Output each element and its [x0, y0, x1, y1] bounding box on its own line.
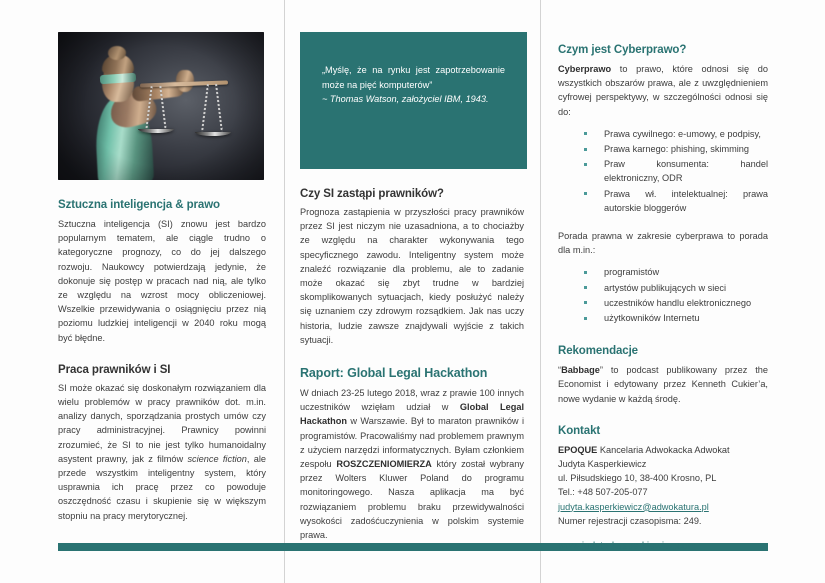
- cyberlaw-areas-list: [558, 127, 768, 215]
- heading-what-is-cyberlaw: Czym jest Cyberprawo?: [558, 44, 687, 56]
- paragraph-lawyers-work-and-ai: [58, 381, 266, 523]
- report-part-2: w Warszawie. Był to maraton prawników i programistów. Pracowaliśmy nad problemem prawnym z użyciem narzędzi informatycznych. Byłam członkiem zespołu: [300, 416, 524, 470]
- pull-quote-box: [300, 32, 527, 169]
- list-item: Praw konsumenta: handel elektroniczny, ODR: [584, 157, 768, 185]
- rec-quote-open: “: [558, 365, 562, 376]
- pull-quote-text: „Myślę, że na rynku jest zapotrzebowanie może na pięć komputerów”: [322, 65, 505, 90]
- cyberlaw-intro-rest: to prawo, które odnosi się do wszystkich obszarów prawa, ale z uwzględnieniem cyfrowej perspektywy, w szczególności odnosi się do:: [558, 64, 768, 117]
- contact-person: Judyta Kasperkiewicz: [558, 459, 647, 470]
- report-bold-hackathon: Global Legal Hackathon: [300, 402, 524, 427]
- list-item: programistów: [584, 265, 768, 279]
- column-middle: [284, 0, 540, 583]
- list-item: Prawa cywilnego: e-umowy, e podpisy,: [584, 127, 768, 141]
- cyberlaw-audience-list: [558, 265, 768, 325]
- column-right: [540, 0, 825, 583]
- heading-ai-and-law: Sztuczna inteligencja & prawo: [58, 199, 220, 211]
- cyberlaw-bold-term: Cyberprawo: [558, 64, 612, 74]
- paragraph-italic-science-fiction: science fiction: [187, 453, 247, 464]
- heading-report-global-legal-hackathon: Raport: Global Legal Hackathon: [300, 366, 488, 381]
- contact-website-link[interactable]: www.judyta-kasperkiewicz.com: [558, 541, 696, 553]
- contact-registration-number: Numer rejestracji czasopisma: 249.: [558, 515, 702, 526]
- lady-justice-photo: [58, 32, 264, 180]
- rec-rest: ” to podcast publikowany przez the Economist i edytowany przez Kenneth Cukier’a, nowe wydanie w każdą środę.: [558, 365, 768, 404]
- contact-company-bold: EPOQUE: [558, 444, 598, 455]
- column-left: [0, 0, 284, 583]
- paragraph-advice-intro: Porada prawna w zakresie cyberprawa to porada dla m.in.:: [558, 231, 768, 256]
- photo-vignette: [58, 32, 264, 180]
- contact-company-rest: Kancelaria Adwokacka Adwokat: [597, 444, 730, 455]
- contact-phone: Tel.: +48 507-205-077: [558, 487, 648, 498]
- heading-contact: Kontakt: [558, 424, 601, 437]
- report-bold-team: ROSZCZENIOMIERZA: [336, 459, 432, 470]
- paragraph-part-2: , ale przede wszystkim inteligentny system, który usprawnia ich pracę przez co powoduje oszczędność czasu i skupienie się w większym stopniu na pracy merytorycznej.: [58, 453, 266, 521]
- list-item: Prawa karnego: phishing, skimming: [584, 142, 768, 156]
- heading-will-ai-replace-lawyers: Czy SI zastąpi prawników?: [300, 188, 444, 200]
- report-part-3: który został wybrany przez Wolters Kluwer Poland do programu monitoringowego. Nasza aplikacja ma być rozwiązaniem problemu braku przewidywalności wysokości zadośćuczynienia w polskim systemie prawa.: [300, 459, 524, 541]
- heading-recommendations: Rekomendacje: [558, 345, 638, 358]
- report-part-1: W dniach 23-25 lutego 2018, wraz z prawie 100 innych uczestników wzięłam udział w: [300, 388, 524, 413]
- paragraph-report-global-legal-hackathon: [300, 386, 524, 542]
- paragraph-ai-and-law: Sztuczna inteligencja (SI) znowu jest bardzo popularnym tematem, ale ciągle trudno o kategoryczne prognozy, co do jej dalszego rozwoju. Naukowcy potwierdzają jedynie, że dokonuje się postęp w pracach nad nią, ale tylko ze względu na wzrost mocy obliczeniowej. Wszelkie przewidywania o osiągnięciu przez nią poziomu ludzkiej inteligencji w 2040 roku mogą być błędne.: [58, 219, 266, 343]
- list-item: Prawa wł. intelektualnej: prawa autorskie bloggerów: [584, 187, 768, 215]
- contact-email-link[interactable]: judyta.kasperkiewicz@adwokatura.pl: [558, 501, 709, 512]
- paragraph-cyberlaw-intro: [558, 62, 768, 119]
- paragraph-recommendations: [558, 363, 768, 406]
- rec-bold-podcast-name: Babbage: [561, 365, 600, 376]
- paragraph-will-ai-replace-lawyers: Prognoza zastąpienia w przyszłości pracy prawników przez SI jest niczym nie uzasadniona, a to chociażby ze względu na charakter wykonywania tego specyficznego zawodu. Inteligentny system może znaleźć rozwiązanie dla problemu, ale to zadanie może okazać się zbyt trudne w bardziej skomplikowanych sytuacjach, kiedy posłużyć należy się uznaniem czy zdrowym rozsądkiem. Jak nas uczy historia, ludzie zawsze znajdywali wyjście z takich sytuacji.: [300, 207, 524, 345]
- list-item: artystów publikujących w sieci: [584, 281, 768, 295]
- contact-company: [558, 443, 768, 457]
- pull-quote-attribution: ~ Thomas Watson, założyciel IBM, 1943.: [322, 94, 489, 105]
- heading-lawyers-work-and-ai: Praca prawników i SI: [58, 363, 171, 376]
- list-item: użytkowników Internetu: [584, 311, 768, 325]
- paragraph-part-1: SI może okazać się doskonałym rozwiązaniem dla wielu problemów w pracy prawników dot. m.in. analizy danych, sporządzania prostych umów czy pracy administracyjnej. Prawnicy powinni zrozumieć, że SI to nie jest tylko humanoidalny asystent prawny, jak z filmów: [58, 382, 266, 464]
- list-item: uczestników handlu elektronicznego: [584, 296, 768, 310]
- contact-address: ul. Piłsudskiego 10, 38-400 Krosno, PL: [558, 473, 717, 484]
